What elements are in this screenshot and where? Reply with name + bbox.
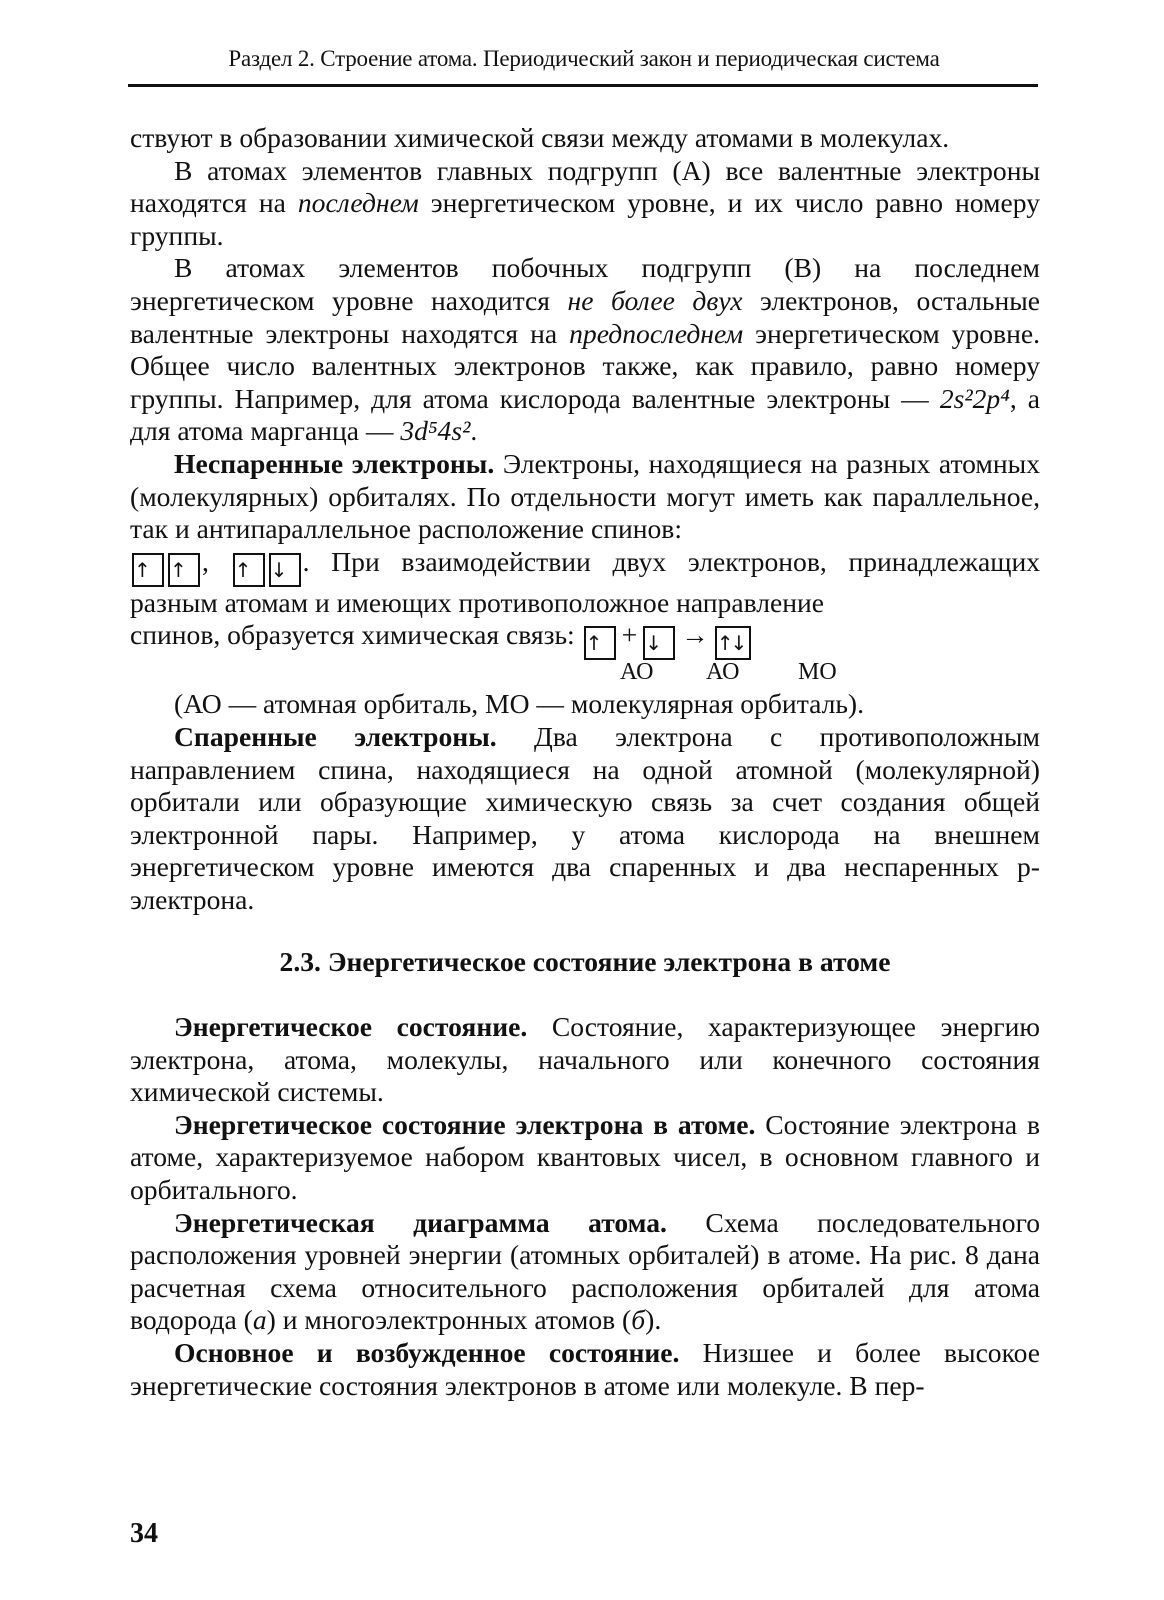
- orbital-box-pair: ↑↓: [715, 626, 751, 660]
- plus-sign: +: [621, 619, 638, 651]
- emphasis-penultimate: предпоследнем: [569, 317, 744, 349]
- orbital-box-down: ↓: [269, 553, 301, 587]
- oxygen-config: 2s²2p⁴: [939, 382, 1010, 414]
- page-number: 34: [130, 1518, 158, 1549]
- orbital-box-up: ↑: [584, 626, 616, 660]
- orbital-box-down: ↓: [643, 626, 675, 660]
- definition-energy-state: Энергетическое состояние. Состояние, характеризующее энергию электрона, атома, молекулы, начального или конечного состояния химической системы.: [130, 1011, 1041, 1108]
- term-electron-state: Энергетическое состояние электрона в атоме.: [174, 1108, 756, 1140]
- paragraph-side-subgroups: В атомах элементов побочных подгрупп (В) на последнем энергетическом уровне находится не более двух электронов, остальные валентные электроны находятся на предпоследнем энергетическом уровне. Общее число валентных электронов также, как правило, равно номеру группы. Например, для атома кислорода валентные электроны — 2s²2p⁴, а для атома марганца — 3d⁵4s².: [130, 252, 1040, 447]
- paragraph-unpaired: Неспаренные электроны. Электроны, находящиеся на разных атомных (молекулярных) орбиталях. По отдельности могут иметь как параллельное, так и антипараллельное расположение спинов:: [130, 447, 1040, 545]
- manganese-config: 3d⁵4s²: [400, 415, 471, 447]
- term-ground-excited: Основное и возбужденное состояние.: [174, 1337, 680, 1368]
- page-content: [130, 122, 1040, 1402]
- emphasis-last: последнем: [297, 187, 419, 219]
- emphasis-two: не более двух: [567, 284, 743, 316]
- orbital-legend: (АО — атомная орбиталь, МО — молекулярная орбиталь).: [174, 688, 865, 720]
- arrow-sign: →: [681, 619, 709, 651]
- running-header: Раздел 2. Строение атома. Периодический закон и периодическая система: [228, 46, 940, 71]
- term-unpaired: Неспаренные электроны.: [174, 447, 495, 479]
- spin-diagram-line: ↑ ↑ , ↑ ↓ . При взаимодействии двух электронов, принадлежащих разным атомам и имеющих противоположное направление: [130, 545, 1041, 618]
- orbital-box-up: ↑: [168, 553, 200, 587]
- term-energy-state: Энергетическое состояние.: [174, 1011, 528, 1043]
- header-rule: [128, 84, 1038, 87]
- definition-ground-excited: Основное и возбужденное состояние. Низшее и более высокое энергетические состояния электронов в атоме или молекуле. В пер-: [130, 1337, 1040, 1401]
- paragraph-continuation: ствуют в образовании химической связи между атомами в молекулах.: [130, 122, 950, 153]
- orbital-labels: [130, 660, 1040, 688]
- label-mo: МО: [798, 659, 837, 686]
- orbital-box-up: ↑: [132, 553, 164, 587]
- bond-diagram-line: спинов, образуется химическая связь: ↑ + ↓ → ↑↓: [130, 619, 1040, 660]
- label-ao-1: АО: [620, 659, 654, 686]
- definition-energy-diagram: Энергетическая диаграмма атома. Схема последовательного расположения уровней энергии (атомных орбиталей) в атоме. На рис. 8 дана расчетная схема относительного расположения орбиталей для атома водорода (а) и многоэлектронных атомов (б).: [130, 1206, 1040, 1336]
- definition-electron-state: Энергетическое состояние электрона в атоме. Состояние электрона в атоме, характеризуемое набором квантовых чисел, в основном главного и орбитального.: [130, 1108, 1040, 1206]
- term-paired: Спаренные электроны.: [174, 720, 497, 752]
- label-ao-2: АО: [706, 659, 740, 686]
- paragraph-paired: Спаренные электроны. Два электрона с противоположным направлением спина, находящиеся на одной атомной (молекулярной) орбитали или образующие химическую связь за счет создания общей электронной пары. Например, у атома кислорода на внешнем энергетическом уровне имеются два спаренных и два неспаренных р-электрона.: [130, 720, 1040, 915]
- term-energy-diagram: Энергетическая диаграмма атома.: [174, 1206, 667, 1238]
- orbital-box-up: ↑: [233, 553, 265, 587]
- paragraph-main-subgroups: В атомах элементов главных подгрупп (А) все валентные электроны находятся на последнем энергетическом уровне, и их число равно номеру группы.: [130, 154, 1040, 251]
- section-title: 2.3. Энергетическое состояние электрона в атоме: [279, 946, 891, 978]
